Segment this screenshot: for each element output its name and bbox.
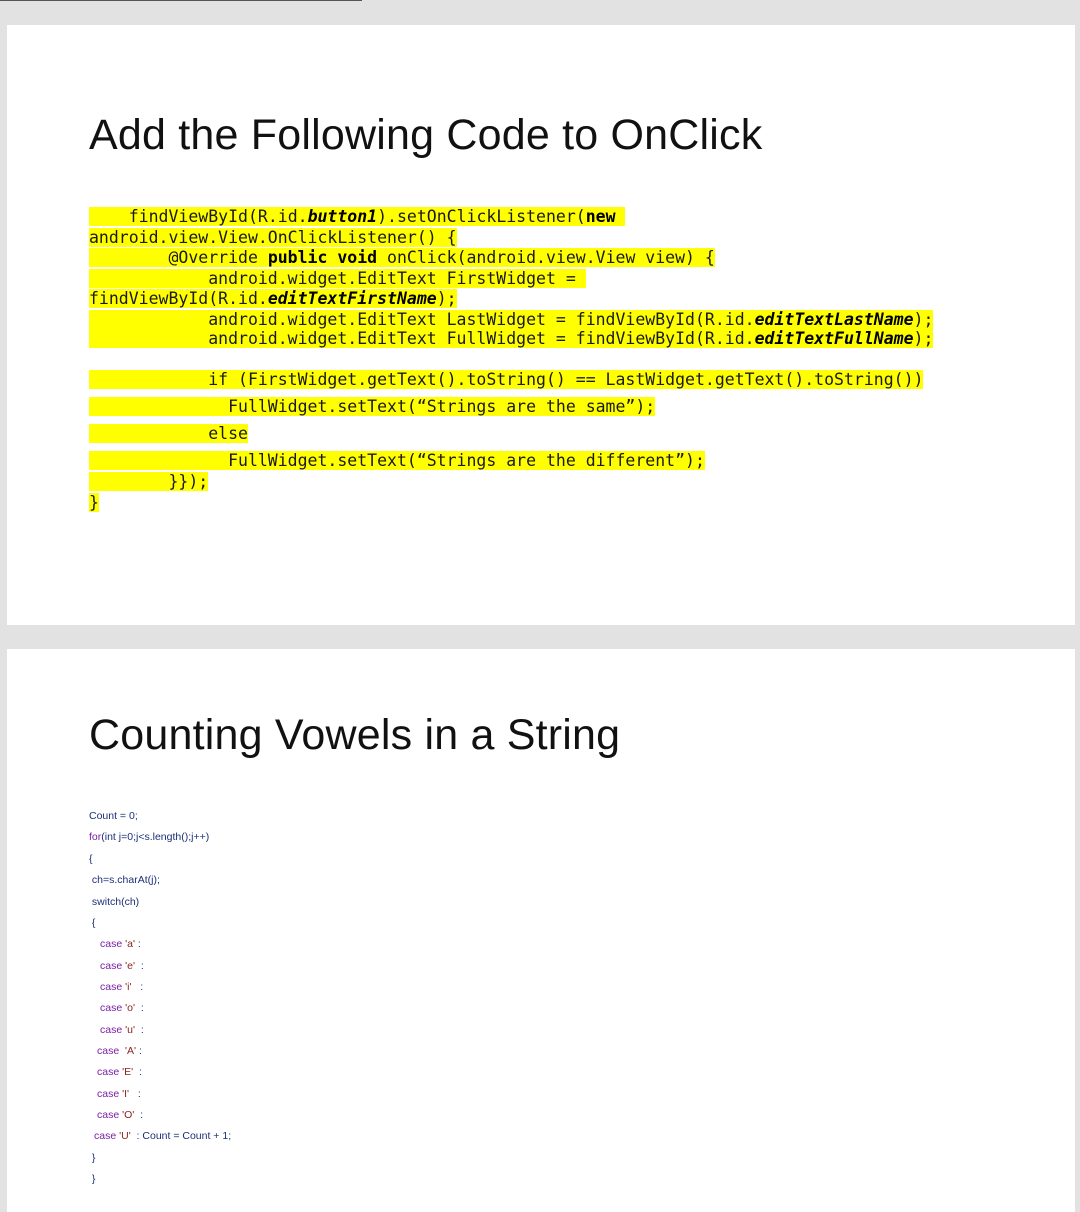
code-line-12: }}); [89, 472, 209, 491]
code-line-count-init: Count = 0; [89, 810, 138, 822]
case-line: case 'u' : [100, 1024, 144, 1036]
slide-counting-vowels [7, 649, 1075, 1212]
code-line-2: android.view.View.OnClickListener() { [89, 228, 457, 247]
code-line-switch: switch(ch) [89, 896, 140, 908]
code-line-charat: ch=s.charAt(j); [89, 874, 160, 886]
code-line-1: findViewById(R.id.button1).setOnClickListener(new [89, 207, 625, 227]
slide-onclick-code [7, 25, 1075, 625]
top-divider [0, 0, 362, 1]
code-line-13: } [89, 493, 99, 512]
code-line-8: if (FirstWidget.getText().toString() == LastWidget.getText().toString()) [89, 370, 924, 389]
code-line-5: findViewById(R.id.editTextFirstName); [89, 289, 457, 308]
case-line: case 'E' : [97, 1066, 142, 1078]
case-line: case 'a' : [100, 938, 141, 950]
case-line: case 'U' : Count = Count + 1; [94, 1130, 232, 1142]
slide-title: Add the Following Code to OnClick [89, 111, 763, 159]
code-line-for: for(int j=0;j<s.length();j++) [89, 831, 210, 843]
code-line-6: android.widget.EditText LastWidget = findViewById(R.id.editTextLastName); [89, 310, 934, 329]
code-line-10: else [89, 424, 248, 443]
code-line-4: android.widget.EditText FirstWidget = [89, 269, 586, 288]
case-line: case 'i' : [100, 981, 144, 993]
case-line: case 'A' : [97, 1045, 142, 1057]
code-line-11: FullWidget.setText(“Strings are the different”); [89, 451, 705, 470]
code-line-close-for: } [89, 1173, 96, 1185]
code-line-switch-brace: { [89, 917, 96, 929]
slide-title: Counting Vowels in a String [89, 711, 621, 759]
case-line: case 'o' : [100, 1002, 144, 1014]
case-line: case 'O' : [97, 1109, 144, 1121]
code-line-3: @Override public void onClick(android.view.View view) { [89, 248, 715, 267]
code-line-close-switch: } [89, 1152, 96, 1164]
case-line: case 'I' : [97, 1088, 141, 1100]
code-line-7: android.widget.EditText FullWidget = findViewById(R.id.editTextFullName); [89, 329, 934, 348]
code-line-open-brace: { [89, 853, 93, 865]
code-line-9: FullWidget.setText(“Strings are the same”); [89, 397, 656, 416]
case-line: case 'e' : [100, 960, 144, 972]
